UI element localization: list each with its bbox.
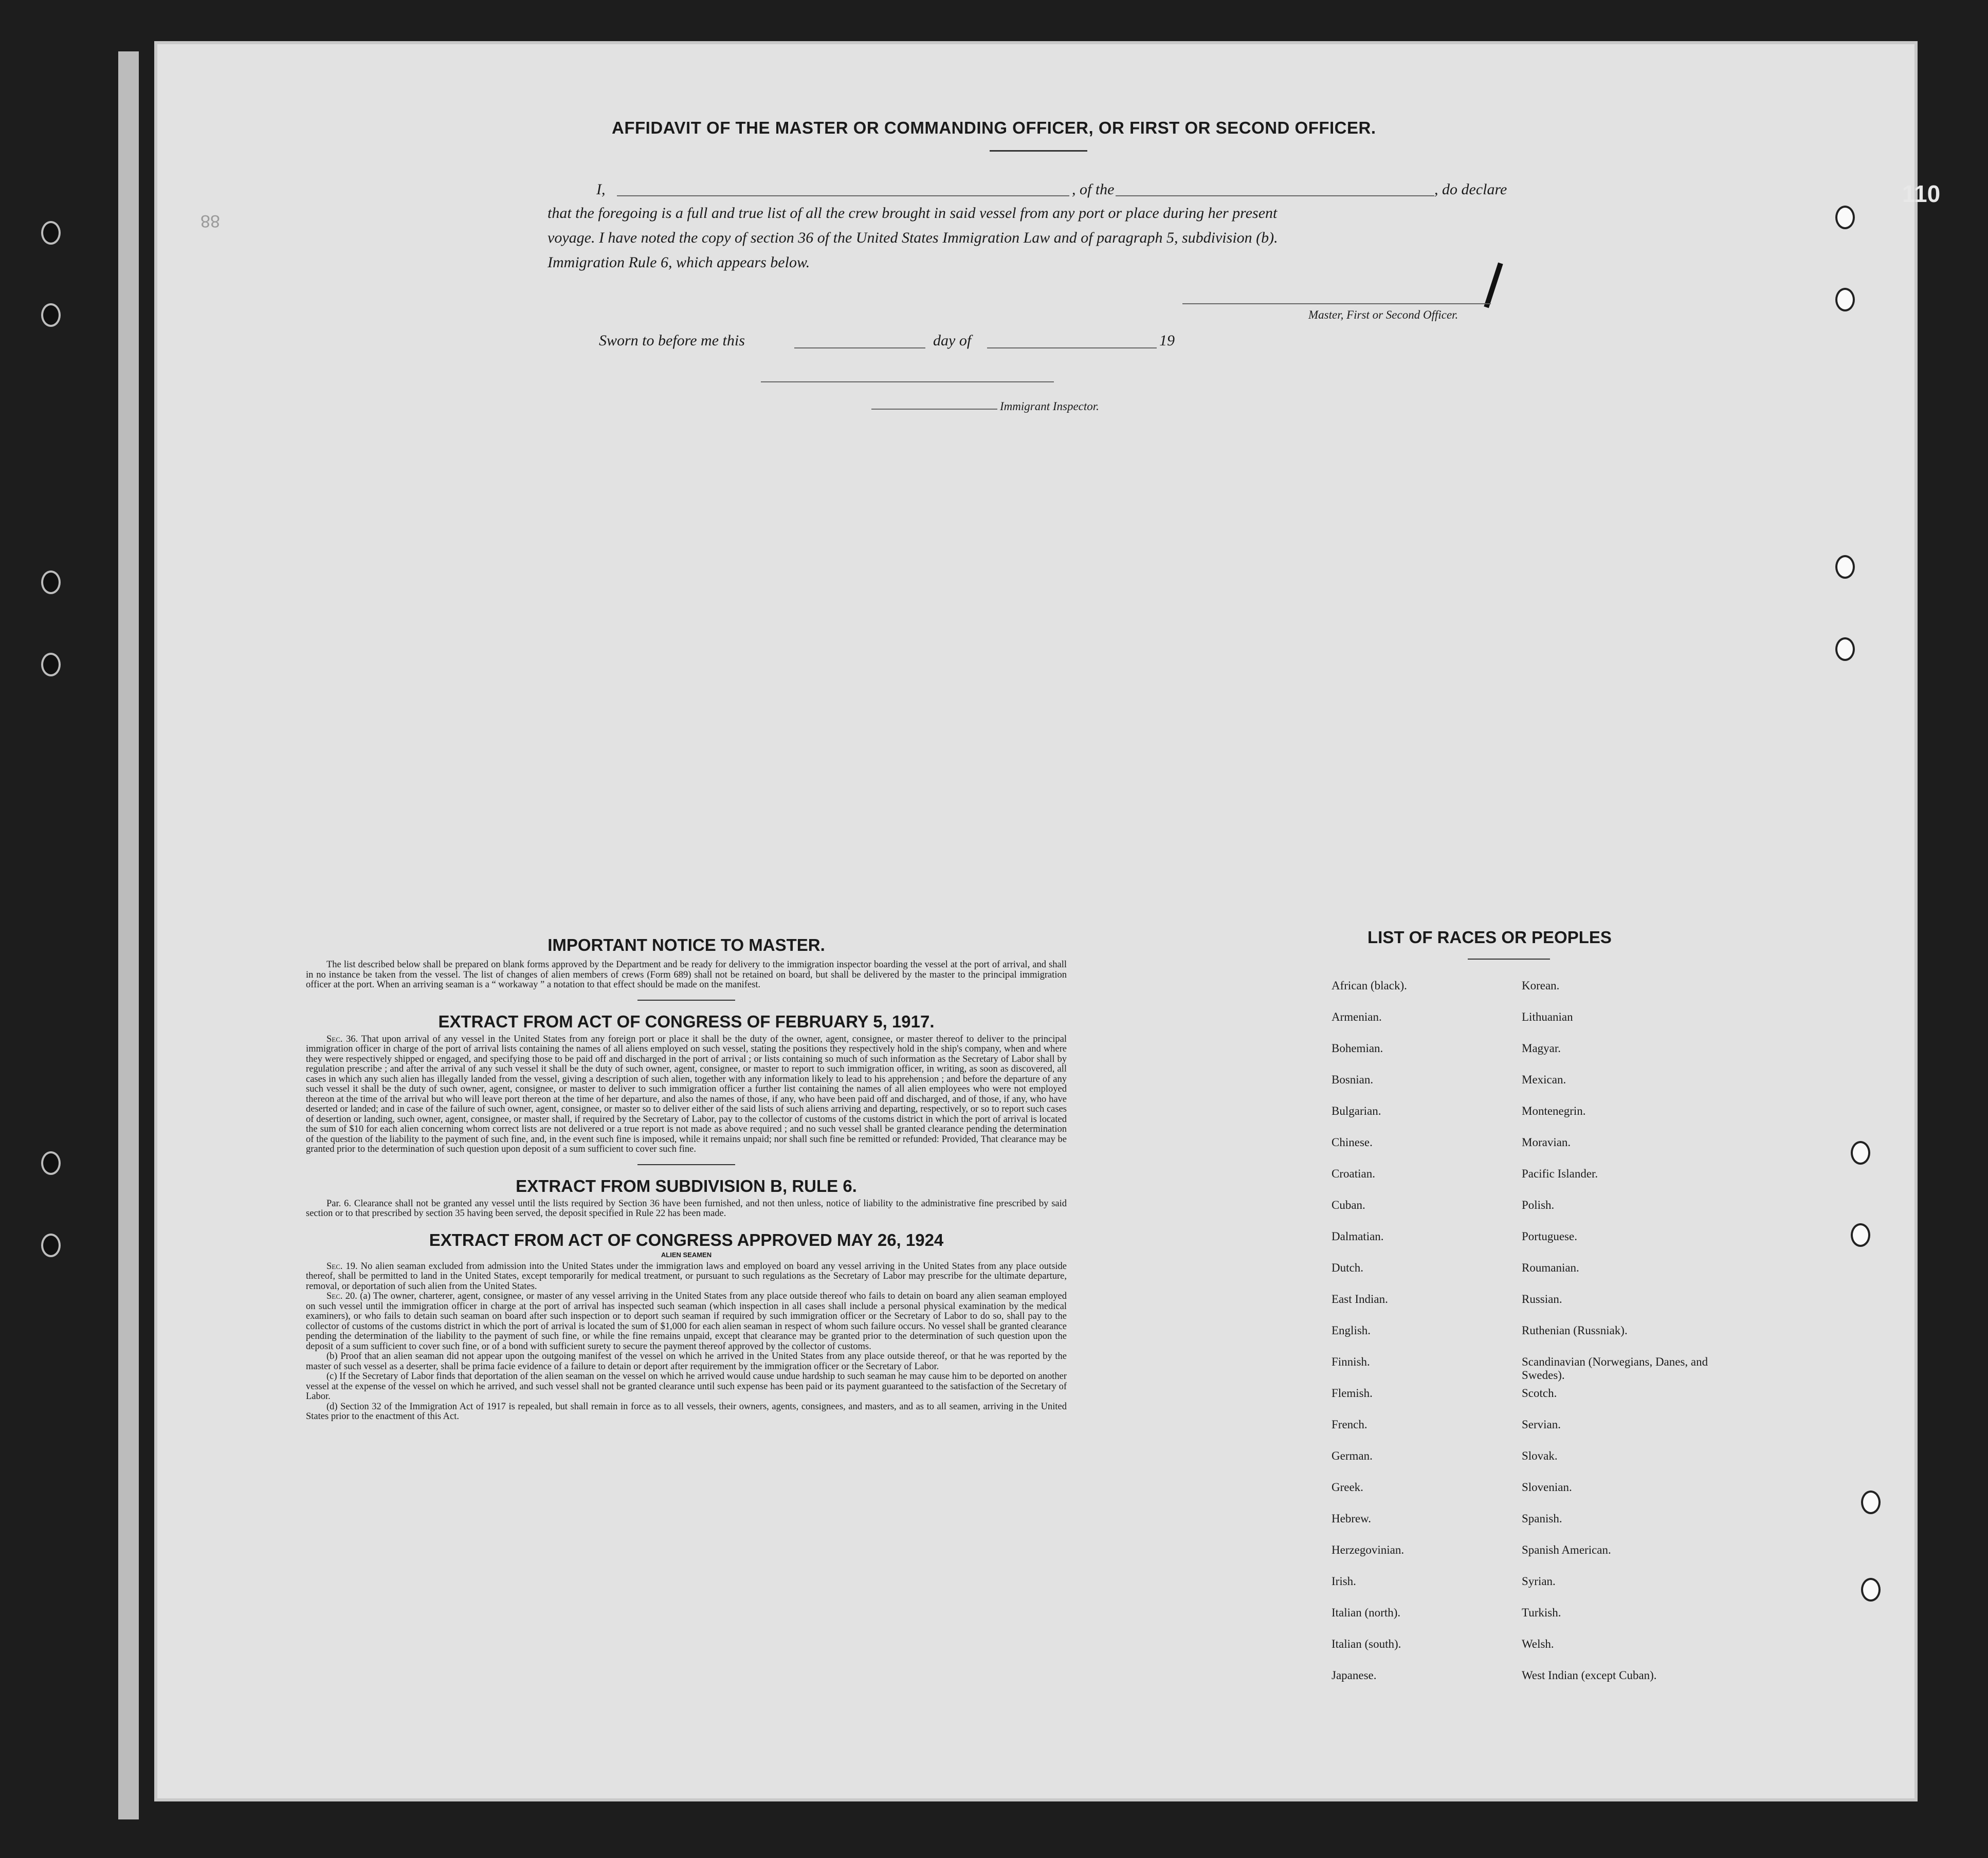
- sec-20b-text: (b) Proof that an alien seaman did not appear upon the outgoing manifest of the vessel on which he arrived in the United States from any place outside thereof, or that he was reported by the master of such vessel as a deserter, shall be prima facie evidence of a failure to detain or deport after requirement by the immigration officer or the Secretary of Labor.: [306, 1351, 1067, 1372]
- title-rule: [990, 150, 1087, 152]
- affidavit-line-3: Immigration Rule 6, which appears below.: [548, 254, 810, 271]
- binder-hole: [1835, 637, 1855, 661]
- race-entry: Syrian.: [1522, 1575, 1556, 1588]
- page-edge: [118, 51, 139, 1819]
- race-entry: Scandinavian (Norwegians, Danes, and Swedes).: [1522, 1355, 1708, 1382]
- affidavit-line-1: that the foregoing is a full and true list of all the crew brought in said vessel from any port or place during her present: [548, 205, 1278, 222]
- binder-hole: [1861, 1578, 1881, 1602]
- race-row: [1332, 1669, 1743, 1700]
- race-entry: Roumanian.: [1522, 1261, 1579, 1274]
- race-entry: Russian.: [1522, 1293, 1562, 1305]
- race-row: [1332, 1105, 1743, 1136]
- paragraph-body: Clearance shall not be granted any vessel until the lists required by Section 36 have been furnished, and not then unless, notice of liability to the administrative fine prescribed by said section or to that prescribed by section 35 having been served, the deposit specified in Rule 22 has been made.: [306, 1198, 1067, 1219]
- race-entry: Japanese.: [1332, 1669, 1377, 1682]
- race-row: [1332, 1638, 1743, 1669]
- sworn-text: Sworn to before me this: [599, 332, 745, 349]
- race-entry: Italian (south).: [1332, 1638, 1401, 1650]
- race-entry: Chinese.: [1332, 1136, 1373, 1149]
- race-entry: Finnish.: [1332, 1355, 1370, 1368]
- race-entry: Irish.: [1332, 1575, 1356, 1588]
- race-row: [1332, 1387, 1743, 1418]
- race-entry: Mexican.: [1522, 1073, 1566, 1086]
- race-entry: Moravian.: [1522, 1136, 1571, 1149]
- race-entry: Spanish American.: [1522, 1543, 1611, 1556]
- binder-hole: [41, 653, 61, 676]
- notices-column: [306, 935, 1067, 1422]
- binder-hole: [41, 221, 61, 245]
- race-entry: Scotch.: [1522, 1387, 1557, 1400]
- race-entry: German.: [1332, 1449, 1373, 1462]
- race-entry: Bosnian.: [1332, 1073, 1374, 1086]
- race-entry: Polish.: [1522, 1199, 1555, 1211]
- separator: [637, 1164, 735, 1165]
- binder-hole: [41, 1234, 61, 1257]
- race-entry: Greek.: [1332, 1481, 1363, 1494]
- separator: [637, 1000, 735, 1001]
- race-entry: Ruthenian (Russniak).: [1522, 1324, 1628, 1337]
- race-row: [1332, 1543, 1743, 1575]
- extract-1917-text: [306, 1035, 1067, 1155]
- section-label: Sec. 20.: [326, 1291, 357, 1301]
- sec-20c-text: (c) If the Secretary of Labor finds that deportation of the alien seaman on the vessel on which he arrived would cause undue hardship to such seaman he may cause him to be deported on another vessel at the expense of the vessel on which he arrived, and such vessel shall not be granted clearance until such expense has been paid or its payment guaranteed to the satisfaction of the Secretary of Labor.: [306, 1371, 1067, 1402]
- race-entry: Bulgarian.: [1332, 1105, 1381, 1117]
- day-of-text: day of: [933, 332, 972, 349]
- race-row: [1332, 1167, 1743, 1199]
- affidavit-of-the: , of the: [1072, 181, 1115, 198]
- race-entry: Turkish.: [1522, 1606, 1561, 1619]
- paragraph-label: Par. 6.: [326, 1198, 351, 1209]
- page-number: 110: [1902, 180, 1941, 207]
- notice-text: The list described below shall be prepared on blank forms approved by the Department and be ready for delivery to the immigration inspector boarding the vessel at the port of arrival, and shall in no instance be taken from the vessel. The list of changes of alien members of crews (Form 689) shall not be retained on board, but shall be delivered by the master to the principal immigration officer at the port. When an arriving seaman is a “ workaway ” a notation to that effect should be made on the manifest.: [306, 960, 1067, 990]
- race-row: [1332, 1073, 1743, 1105]
- race-row: [1332, 1355, 1743, 1387]
- race-entry: African (black).: [1332, 979, 1407, 992]
- master-signature-field[interactable]: [1182, 303, 1491, 304]
- race-entry: Magyar.: [1522, 1042, 1561, 1055]
- race-row: [1332, 1575, 1743, 1606]
- race-entry: English.: [1332, 1324, 1371, 1337]
- race-entry: Flemish.: [1332, 1387, 1373, 1400]
- binder-hole: [1835, 288, 1855, 311]
- race-entry: Croatian.: [1332, 1167, 1375, 1180]
- sec-19-text: [306, 1262, 1067, 1292]
- binder-hole: [1851, 1141, 1870, 1165]
- binder-hole: [1835, 206, 1855, 229]
- sworn-day-field[interactable]: [794, 347, 925, 348]
- race-row: [1332, 1199, 1743, 1230]
- name-field[interactable]: [617, 195, 1069, 196]
- binder-hole: [41, 1151, 61, 1175]
- race-entry: Dalmatian.: [1332, 1230, 1384, 1243]
- race-entry: Korean.: [1522, 979, 1560, 992]
- notice-title: IMPORTANT NOTICE TO MASTER.: [548, 935, 825, 954]
- extract-rule6-text: [306, 1199, 1067, 1219]
- race-row: [1332, 1042, 1743, 1073]
- extract-1924-title: EXTRACT FROM ACT OF CONGRESS APPROVED MAY 26, 1924: [429, 1230, 944, 1249]
- race-row: [1332, 979, 1743, 1010]
- race-entry: Montenegrin.: [1522, 1105, 1586, 1117]
- section-label: Sec. 19.: [326, 1261, 358, 1272]
- extract-1917-title: EXTRACT FROM ACT OF CONGRESS OF FEBRUARY 5, 1917.: [438, 1011, 935, 1031]
- race-entry: Dutch.: [1332, 1261, 1363, 1274]
- section-body: (a) The owner, charterer, agent, consignee, or master of any vessel arriving in the United States from any place outside thereof who fails to detain on board any alien seaman employed on such vessel until the immigration officer in charge at the port of arrival has inspected such seaman (which inspection in all cases shall include a personal physical examination by the medical examiners), or who fails to detain such seaman on board after such inspection or to deport such seaman if required by such immigration officer or the Secretary of Labor to do so, shall pay to the collector of customs of the customs district in which the port of arrival is located the sum of $1,000 for each alien seaman in respect of whom such failure occurs. No vessel shall be granted clearance pending the determination of the liability to the payment of such fine, or while the fine remains unpaid, except that clearance may be granted prior to the determination of such question upon the deposit of a sum sufficient to cover such fine, or of a bond with sufficient surety to secure the payment thereof approved by the collector of customs.: [306, 1291, 1067, 1352]
- races-title: LIST OF RACES OR PEOPLES: [1367, 928, 1612, 947]
- master-signature-caption: Master, First or Second Officer.: [1308, 308, 1458, 321]
- section-body: No alien seaman excluded from admission into the United States under the immigration laws and employed on board any vessel arriving in the United States from any place outside thereof, shall be permitted to land in the United States, except temporarily for medical treatment, or pursuant to such regulations as the Secretary of Labor may prescribe for the ultimate departure, removal, or deportation of such alien from the United States.: [306, 1261, 1067, 1292]
- affidavit-title: AFFIDAVIT OF THE MASTER OR COMMANDING OFFICER, OR FIRST OR SECOND OFFICER.: [612, 118, 1376, 137]
- race-entry: Lithuanian: [1522, 1010, 1573, 1023]
- race-entry: Slovak.: [1522, 1449, 1558, 1462]
- race-entry: Spanish.: [1522, 1512, 1562, 1525]
- vessel-field[interactable]: [1116, 195, 1434, 196]
- race-row: [1332, 1481, 1743, 1512]
- race-row: [1332, 1261, 1743, 1293]
- race-row: [1332, 1512, 1743, 1543]
- sec-20d-text: (d) Section 32 of the Immigration Act of 1917 is repealed, but shall remain in force as to all vessels, their owners, agents, consignees, and masters, and as to all seamen, arriving in the United States prior to the enactment of this Act.: [306, 1401, 1067, 1422]
- race-entry: West Indian (except Cuban).: [1522, 1669, 1657, 1682]
- year-prefix: 19: [1159, 332, 1175, 349]
- race-entry: Slovenian.: [1522, 1481, 1572, 1494]
- affidavit-i: I,: [596, 181, 606, 198]
- races-rule: [1468, 959, 1550, 960]
- race-entry: Hebrew.: [1332, 1512, 1372, 1525]
- race-entry: Welsh.: [1522, 1638, 1554, 1650]
- race-row: [1332, 1449, 1743, 1481]
- race-entry: Pacific Islander.: [1522, 1167, 1598, 1180]
- binder-hole: [41, 571, 61, 594]
- race-entry: East Indian.: [1332, 1293, 1388, 1305]
- inspector-signature-field[interactable]: [761, 381, 1054, 382]
- race-entry: Herzegovinian.: [1332, 1543, 1405, 1556]
- race-entry: Bohemian.: [1332, 1042, 1383, 1055]
- binder-hole: [1835, 555, 1855, 579]
- section-body: That upon arrival of any vessel in the United States from any foreign port or place it shall be the duty of the owner, agent, consignee, or master thereof to deliver to the principal immigration officer in charge of the port of arrival lists containing the names of all aliens employed on such vessel, stating the positions they respectively hold in the ship's company, when and where they were respectively shipped or engaged, and specifying those to be paid off and discharged in the port of arrival ; or lists containing so much of such information as the Secretary of Labor shall by regulation prescribe ; and after the arrival of any such vessel it shall be the duty of such owner, agent, consignee, or master to report to such immigration officer, in writing, as soon as discovered, all cases in which any such alien has illegally landed from the vessel, giving a description of such alien, together with any information likely to lead to his apprehension ; and before the departure of any such vessel it shall be the duty of such owner, agent, consignee, or master to deliver to such immigration officer a further list containing the names of all alien employees who were not employed thereon at the time of the arrival but who will leave port thereon at the time of her departure, and also the names of those, if any, who have been paid off and discharged, and of those, if any, who have deserted or landed; and in case of the failure of such owner, agent, consignee, or master so to deliver either of the said lists of such aliens arriving and departing, respectively, or so to report such cases of desertion or landing, such owner, agent, consignee, or master shall, if required by the Secretary of Labor, pay to the collector of customs of the customs district in which the port of arrival is located the sum of $10 for each alien concerning whom correct lists are not delivered or a true report is not made as above required ; and no such vessel shall be granted clearance pending the determination of the question of the liability to the payment of such fine, and, in the event such fine is imposed, while it remains unpaid; nor shall such fine be remitted or refunded: Provided, That clearance may be granted prior to the determination of such question upon deposit of a sum sufficient to cover such fine.: [306, 1034, 1067, 1154]
- extract-1924-subtitle: ALIEN SEAMEN: [661, 1250, 712, 1259]
- race-entry: Servian.: [1522, 1418, 1561, 1431]
- race-entry: Portuguese.: [1522, 1230, 1577, 1243]
- binder-hole: [1851, 1223, 1870, 1247]
- race-row: [1332, 1136, 1743, 1167]
- race-entry: Italian (north).: [1332, 1606, 1401, 1619]
- race-entry: Cuban.: [1332, 1199, 1365, 1211]
- race-row: [1332, 1606, 1743, 1638]
- binder-hole: [41, 303, 61, 327]
- sec-20a-text: [306, 1292, 1067, 1352]
- race-entry: Armenian.: [1332, 1010, 1382, 1023]
- stamp-number: 88: [200, 211, 220, 231]
- section-label: Sec. 36.: [326, 1034, 358, 1044]
- race-row: [1332, 1324, 1743, 1355]
- race-entry: French.: [1332, 1418, 1367, 1431]
- race-row: [1332, 1418, 1743, 1449]
- inspector-caption: Immigrant Inspector.: [1000, 400, 1099, 413]
- race-row: [1332, 1293, 1743, 1324]
- extract-rule6-title: EXTRACT FROM SUBDIVISION B, RULE 6.: [516, 1176, 857, 1195]
- races-list: [1332, 979, 1743, 1700]
- affidavit-declare: , do declare: [1434, 181, 1507, 198]
- race-row: [1332, 1230, 1743, 1261]
- sworn-month-field[interactable]: [987, 347, 1157, 348]
- inspector-name-field[interactable]: [871, 409, 997, 410]
- race-row: [1332, 1010, 1743, 1042]
- affidavit-line-2: voyage. I have noted the copy of section 36 of the United States Immigration Law and of paragraph 5, subdivision (b).: [548, 229, 1278, 246]
- binder-hole: [1861, 1491, 1881, 1514]
